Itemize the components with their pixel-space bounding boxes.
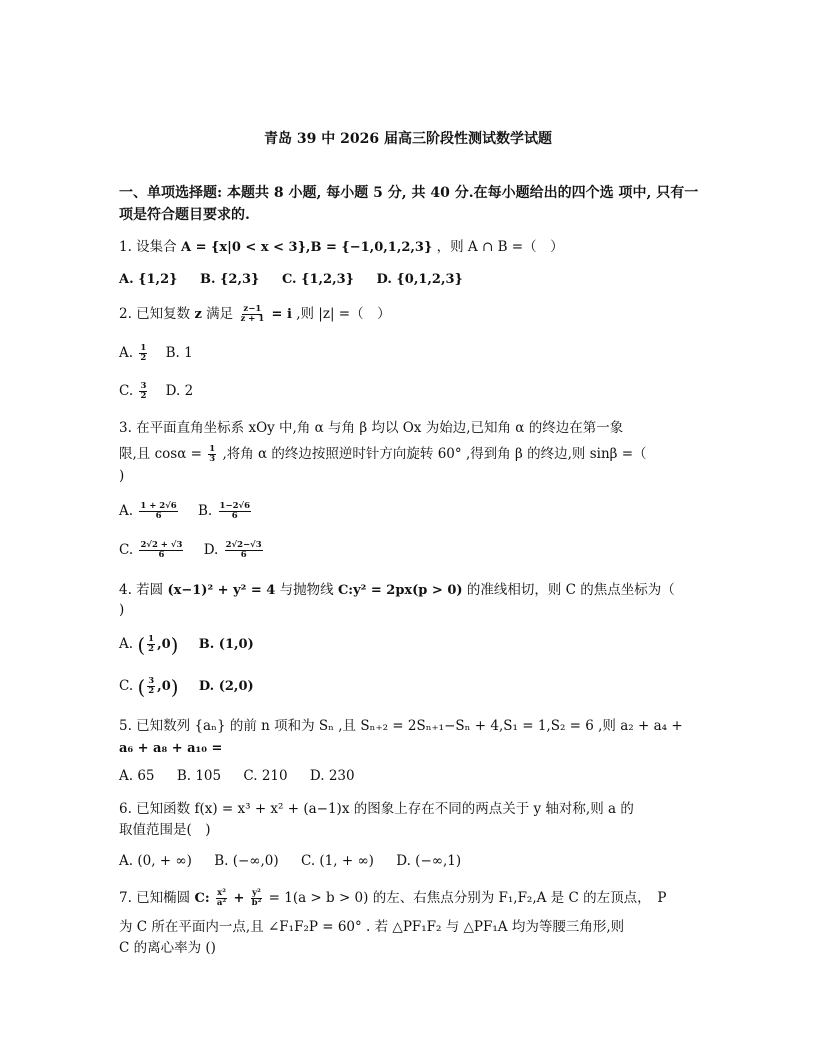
q3-option-b-label: B. bbox=[198, 503, 213, 519]
q4-line1-b: 与抛物线 bbox=[279, 582, 334, 598]
q3-option-a-label: A. bbox=[119, 503, 134, 519]
q3-option-b-num: 1−2√6 bbox=[219, 501, 250, 511]
q5-option-c: C. 210 bbox=[243, 768, 288, 784]
q2-option-a-fraction bbox=[139, 344, 147, 363]
q2-frac-num: z−1 bbox=[243, 304, 262, 314]
section-heading: 一、单项选择题: 本题共 8 小题, 每小题 5 分, 共 40 分.在每小题给出的四个选 项中, 只有一项是符合题目要求的. bbox=[119, 185, 699, 223]
q3-option-c-den: 6 bbox=[158, 550, 165, 560]
q2-option-d: D. 2 bbox=[165, 383, 194, 399]
q7-ellipse-c: C: bbox=[194, 891, 210, 906]
q3-options-ab bbox=[119, 501, 253, 521]
q3-option-a-num: 1 + 2√6 bbox=[140, 501, 177, 511]
q2-suffix: ,则 |z| =（ ） bbox=[296, 306, 391, 322]
q6-option-b: B. (−∞,0) bbox=[214, 853, 279, 869]
q3-option-c-fraction bbox=[139, 541, 183, 560]
q2-option-a-den: 2 bbox=[140, 353, 147, 363]
q1-options bbox=[119, 270, 481, 290]
q3-option-c-label: C. bbox=[119, 542, 134, 558]
q3-option-d-label: D. bbox=[203, 542, 219, 558]
q4-option-c-value: ( $\frac{3}{2}$ ,0 ) bbox=[137, 674, 179, 699]
q2-frac-den: z + 1 bbox=[240, 314, 265, 324]
q6-options bbox=[119, 851, 479, 871]
q4-options-cd bbox=[119, 676, 254, 697]
q3-option-b-den: 6 bbox=[231, 511, 238, 521]
question-7-line-1 bbox=[119, 888, 666, 909]
q2-option-c-fraction bbox=[139, 382, 147, 401]
q6-option-d: D. (−∞,1) bbox=[396, 853, 462, 869]
question-7-line-2: 为 C 所在平面内一点,且 ∠F₁F₂P = 60° . 若 △PF₁F₂ 与 △PF₁A 均为等腰三角形,则 bbox=[119, 919, 625, 935]
question-6-line-2: 取值范围是( ) bbox=[119, 822, 211, 838]
q7-x-num: x² bbox=[217, 888, 226, 898]
question-3-line-1: 3. 在平面直角坐标系 xOy 中,角 α 与角 β 均以 Ox 为始边,已知角 α 的终边在第一象 bbox=[119, 420, 624, 436]
q4-option-c-tail: ,0 bbox=[157, 678, 171, 694]
q7-y-num: y² bbox=[252, 888, 261, 898]
q1-option-d: D. {0,1,2,3} bbox=[376, 272, 463, 287]
q3-option-d-num: 2√2−√3 bbox=[225, 540, 262, 550]
q3-options-cd bbox=[119, 540, 265, 560]
q7-y-den: b² bbox=[251, 898, 262, 908]
q4-option-c-label: C. bbox=[119, 678, 134, 694]
q4-option-a-tail: ,0 bbox=[157, 636, 171, 652]
q7-x-den: a² bbox=[216, 898, 227, 908]
q1-prefix: 1. 设集合 bbox=[119, 239, 177, 255]
q3-line2-a: 限,且 cosα = bbox=[119, 446, 202, 462]
q2-mid: 满足 bbox=[206, 306, 234, 322]
question-3-line-3: ) bbox=[119, 468, 125, 484]
q3-cos-fraction bbox=[208, 445, 216, 464]
q3-option-d-den: 6 bbox=[240, 550, 247, 560]
q1-option-c: C. {1,2,3} bbox=[281, 272, 355, 287]
q4-option-c-den: 2 bbox=[148, 686, 155, 696]
q4-line1-a: 4. 若圆 bbox=[119, 582, 164, 598]
q1-math: A = {x|0 < x < 3},B = {−1,0,1,2,3} bbox=[180, 240, 433, 255]
q7-x-fraction bbox=[216, 889, 227, 908]
q3-cos-den: 3 bbox=[209, 454, 216, 464]
q2-option-c-den: 2 bbox=[140, 391, 147, 401]
q3-cos-num: 1 bbox=[209, 444, 216, 454]
q1-suffix: ，则 A ∩ B =（ ） bbox=[436, 239, 564, 255]
q4-option-a-fraction bbox=[147, 635, 155, 654]
q3-option-c-num: 2√2 + √3 bbox=[140, 540, 183, 550]
q6-option-c: C. (1, + ∞) bbox=[300, 853, 374, 869]
q4-option-c-fraction bbox=[147, 677, 155, 696]
q2-options-cd bbox=[119, 381, 193, 401]
q4-option-b: B. (1,0) bbox=[198, 637, 254, 652]
q2-options-ab bbox=[119, 343, 193, 363]
q2-eq: = i bbox=[271, 307, 292, 322]
question-4-line-2: ) bbox=[119, 602, 125, 618]
exam-title: 青岛 39 中 2026 届高三阶段性测试数学试题 bbox=[264, 131, 552, 147]
q6-option-a: A. (0, + ∞) bbox=[119, 853, 192, 869]
q7-line1-b: = 1(a > b > 0) 的左、右焦点分别为 F₁,F₂,A 是 C 的左顶点， P bbox=[268, 890, 667, 906]
q2-option-a-label: A. bbox=[119, 345, 134, 361]
q3-option-a-fraction bbox=[139, 502, 177, 521]
q2-option-b: B. 1 bbox=[165, 345, 193, 361]
q7-y-fraction bbox=[251, 889, 263, 908]
q3-option-a-den: 6 bbox=[155, 511, 162, 521]
q4-option-c-num: 3 bbox=[148, 676, 155, 686]
question-7-line-3: C 的离心率为 () bbox=[119, 940, 216, 956]
q2-z: z bbox=[194, 307, 202, 322]
q4-option-a-num: 1 bbox=[148, 634, 155, 644]
question-3-line-2 bbox=[119, 444, 647, 464]
q4-option-a-label: A. bbox=[119, 636, 134, 652]
question-1 bbox=[119, 237, 564, 258]
q2-option-c-num: 3 bbox=[140, 381, 147, 391]
q4-parabola-eq: C:y² = 2px(p > 0) bbox=[337, 583, 463, 598]
q5-option-d: D. 230 bbox=[309, 768, 355, 784]
question-6-line-1: 6. 已知函数 f(x) = x³ + x² + (a−1)x 的图象上存在不同的两点关于 y 轴对称,则 a 的 bbox=[119, 801, 634, 817]
q4-option-d: D. (2,0) bbox=[198, 679, 254, 694]
q3-line2-b: ,将角 α 的终边按照逆时针方向旋转 60° ,得到角 β 的终边,则 sinβ =（ bbox=[222, 446, 647, 462]
q2-fraction bbox=[239, 305, 265, 324]
q4-options-ab bbox=[119, 634, 254, 655]
q4-line1-c: 的准线相切，则 C 的焦点坐标为（ bbox=[466, 582, 675, 598]
question-2 bbox=[119, 304, 391, 325]
question-5-line-1: 5. 已知数列 {aₙ} 的前 n 项和为 Sₙ ,且 Sₙ₊₂ = 2Sₙ₊₁−Sₙ + 4,S₁ = 1,S₂ = 6 ,则 a₂ + a₄ + bbox=[119, 718, 683, 734]
q5-options bbox=[119, 766, 373, 786]
q5-option-b: B. 105 bbox=[176, 768, 222, 784]
q2-prefix: 2. 已知复数 bbox=[119, 306, 191, 322]
q4-circle-eq: (x−1)² + y² = 4 bbox=[167, 583, 276, 598]
q5-option-a: A. 65 bbox=[119, 768, 155, 784]
q1-option-b: B. {2,3} bbox=[200, 272, 260, 287]
q2-option-a-num: 1 bbox=[140, 343, 147, 353]
q7-plus: + bbox=[233, 891, 245, 906]
q3-option-b-fraction bbox=[219, 502, 251, 521]
question-5-line-2: a₆ + a₈ + a₁₀ = bbox=[119, 741, 223, 756]
q4-option-a-den: 2 bbox=[148, 644, 155, 654]
q1-option-a: A. {1,2} bbox=[119, 272, 178, 287]
question-4-line-1 bbox=[119, 580, 675, 601]
q2-option-c-label: C. bbox=[119, 383, 134, 399]
q3-option-d-fraction bbox=[225, 541, 263, 560]
q4-option-a-value: ( $\frac{1}{2}$ ,0 ) bbox=[137, 632, 179, 657]
q7-line1-a: 7. 已知椭圆 bbox=[119, 890, 191, 906]
